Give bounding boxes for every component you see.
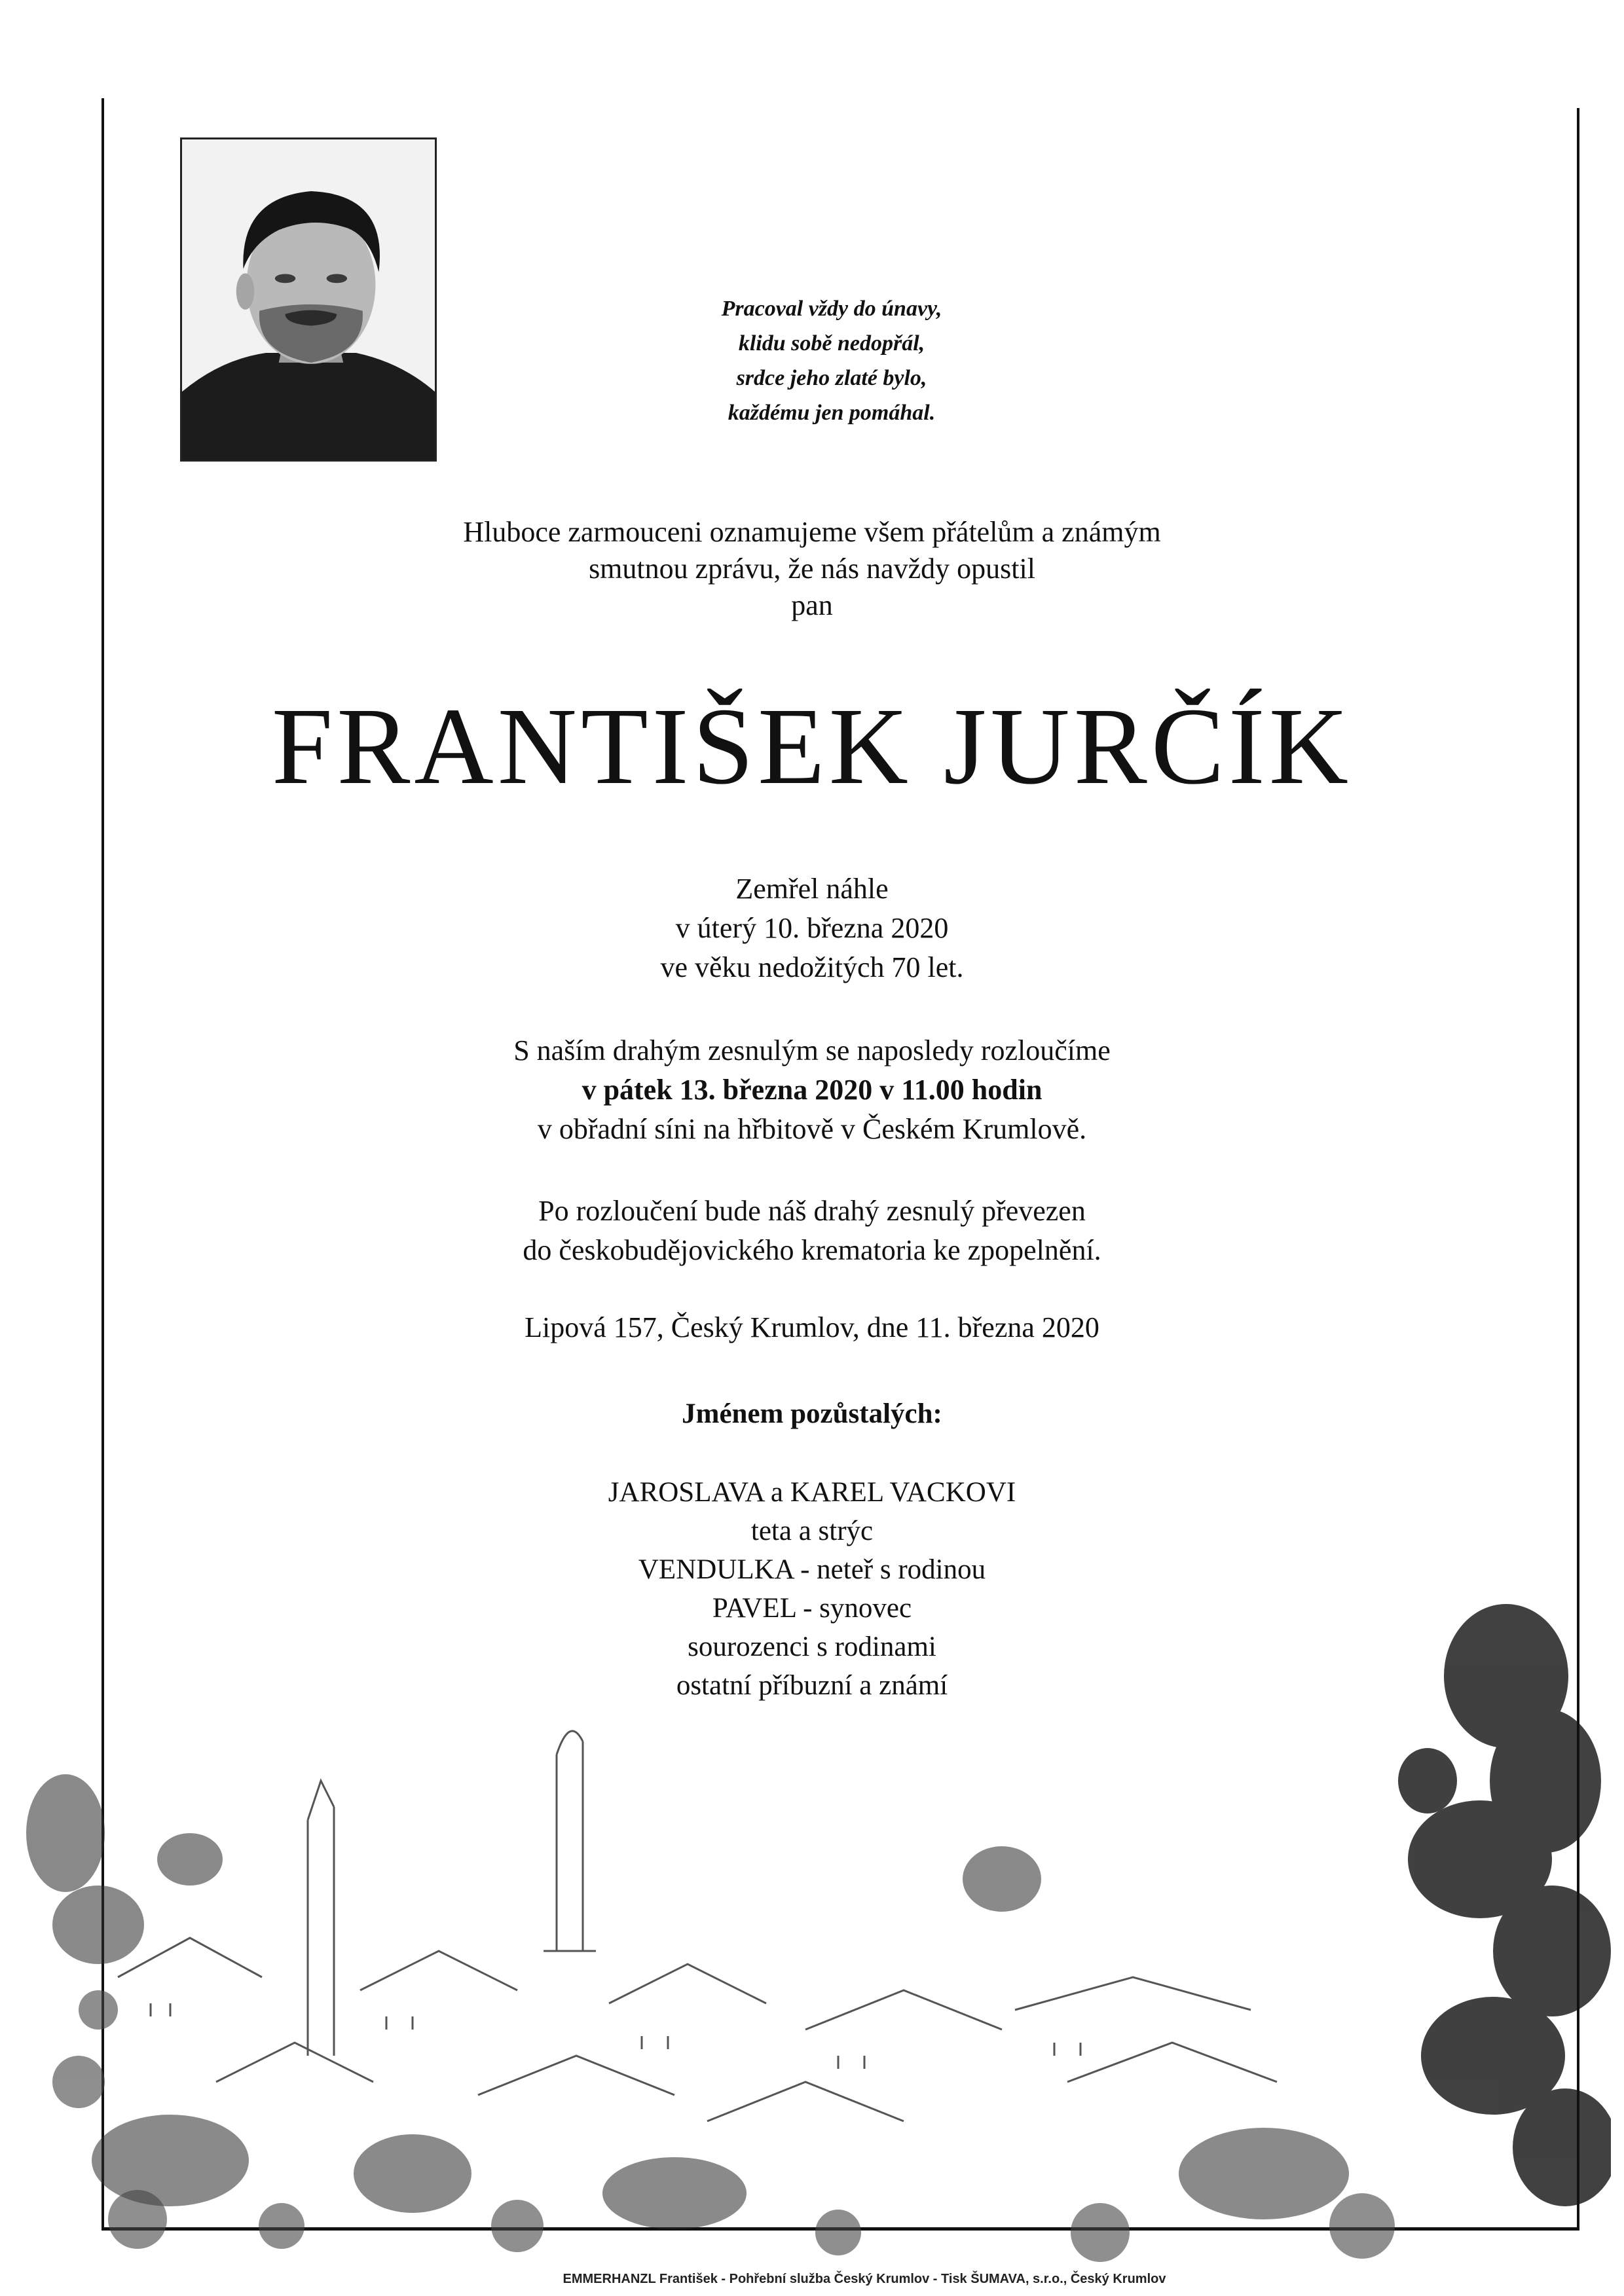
printer-credit: EMMERHANZL František - Pohřební služba Český Krumlov - Tisk ŠUMAVA, s.r.o., Český Krumlov: [563, 2272, 1166, 2286]
poem-line: každému jen pomáhal.: [728, 401, 936, 425]
farewell-info: [0, 1031, 1624, 1149]
death-info-line: v úterý 10. března 2020: [675, 912, 949, 944]
deceased-name: [0, 684, 1624, 809]
announcement-line: smutnou zprávu, že nás navždy opustil: [589, 553, 1035, 585]
death-info: [0, 869, 1624, 987]
relative-line: PAVEL - synovec: [712, 1593, 912, 1624]
town-landscape-illustration: [20, 1584, 1611, 2285]
transfer-line: Po rozloučení bude náš drahý zesnulý převezen: [538, 1195, 1086, 1227]
on-behalf-heading: [0, 1394, 1624, 1434]
farewell-intro: S naším drahým zesnulým se naposledy rozloučíme: [513, 1034, 1111, 1066]
address-date: [0, 1308, 1624, 1347]
poem: [602, 291, 1061, 430]
death-info-line: Zemřel náhle: [735, 873, 889, 905]
transfer-line: do českobudějovického krematoria ke zpopelnění.: [523, 1234, 1101, 1266]
poem-line: Pracoval vždy do únavy,: [721, 297, 942, 321]
poem-line: klidu sobě nedopřál,: [738, 331, 925, 355]
transfer-info: [0, 1192, 1624, 1270]
on-behalf-text: Jménem pozůstalých:: [682, 1398, 942, 1429]
poem-line: srdce jeho zlaté bylo,: [736, 366, 927, 390]
announcement-line: pan: [791, 589, 833, 621]
relative-line: ostatní příbuzní a známí: [676, 1670, 948, 1701]
relative-line: teta a strýc: [750, 1516, 874, 1546]
farewell-datetime: v pátek 13. března 2020 v 11.00 hodin: [581, 1074, 1043, 1106]
announcement: [0, 514, 1624, 624]
announcement-line: Hluboce zarmouceni oznamujeme všem přátelům a známým: [463, 516, 1161, 548]
farewell-place: v obřadní síni na hřbitově v Českém Krumlově.: [537, 1113, 1087, 1145]
deceased-name-text: FRANTIŠEK JURČÍK: [271, 685, 1353, 807]
portrait-photo: [180, 137, 437, 462]
relative-line: VENDULKA - neteř s rodinou: [638, 1554, 986, 1585]
relative-line: sourozenci s rodinami: [688, 1631, 936, 1662]
relative-line: JAROSLAVA a KAREL VACKOVI: [608, 1477, 1016, 1508]
death-info-line: ve věku nedožitých 70 let.: [660, 951, 964, 983]
address-date-text: Lipová 157, Český Krumlov, dne 11. března 2020: [525, 1311, 1099, 1343]
